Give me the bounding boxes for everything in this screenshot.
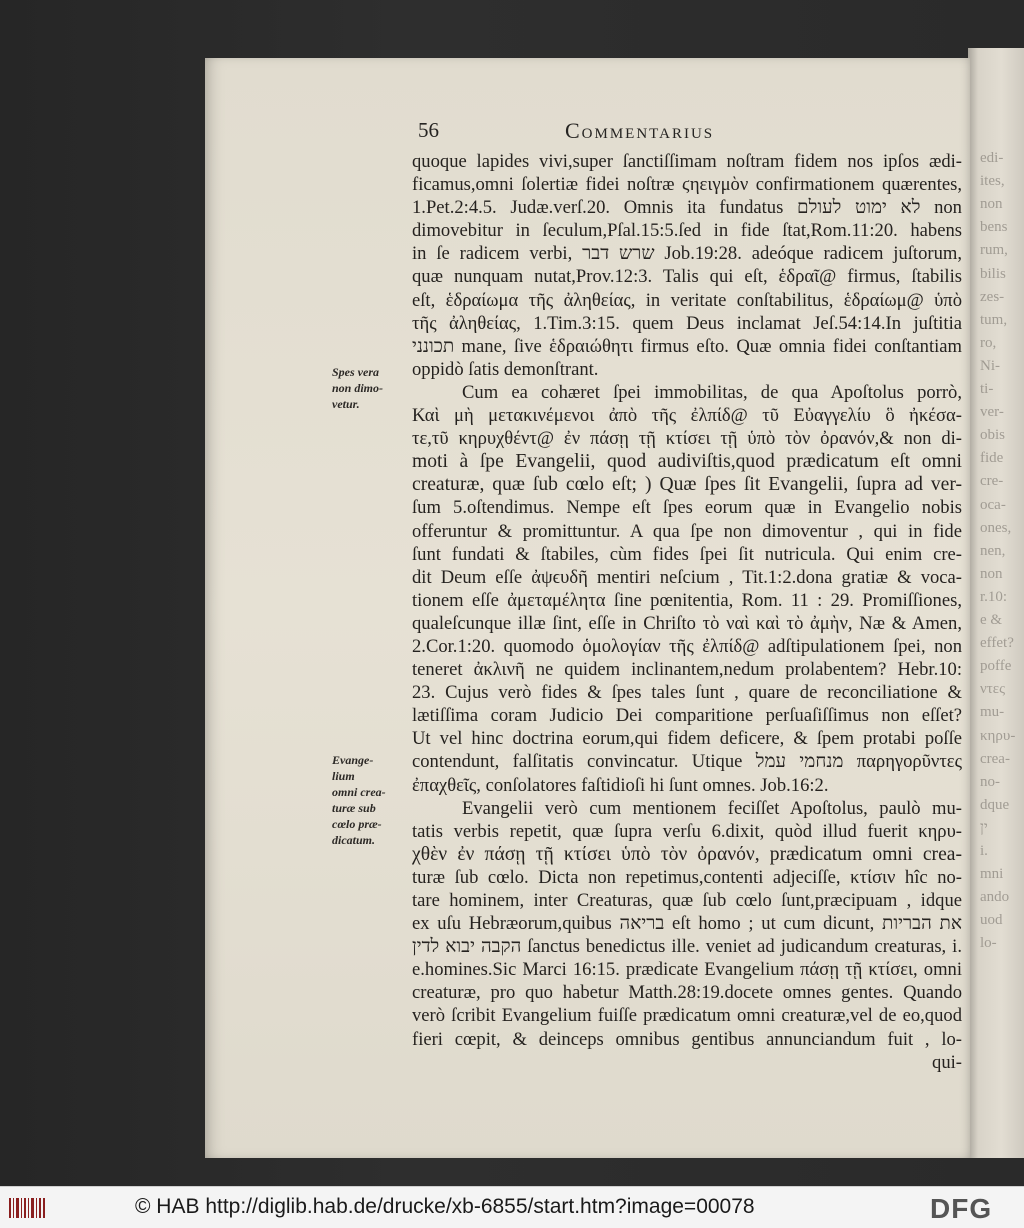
- text-line: creaturæ, quæ ſub cœlo eſt; ) Quæ ſpes ſit Evangelii, ſupra ad ver-: [412, 474, 962, 496]
- neighbor-fragment: ντες: [980, 681, 1006, 698]
- text-line: ficamus,omni ſolertiæ fidei noſtræ ϛηειγμὸν confirmationem quærentes,: [412, 174, 962, 196]
- marginal-note: [332, 752, 402, 848]
- body-text: [412, 150, 962, 1074]
- text-line: תכונני mane, ſive ἑδραιώθητι firmus eſto. Quæ omnia fidei conſtantiam: [412, 335, 962, 357]
- text-line: moti à ſpe Evangelii, quod audiviſtis,quod prædicatum eſt omni: [412, 451, 962, 473]
- neighbor-fragment: bilis: [980, 265, 1006, 282]
- dfg-logo: DFG: [930, 1193, 993, 1224]
- neighbor-fragment: mni: [980, 866, 1004, 883]
- marginal-line: dicatum.: [332, 833, 376, 847]
- text-line: contendunt, falſitatis convincatur. Utique מנחמי עמל παρηγορῦντες: [412, 751, 962, 773]
- text-line: ex uſu Hebræorum,quibus בריאה eſt homo ; ut cum dicunt, את הבריות: [412, 913, 962, 935]
- text-line: 1.Pet.2:4.5. Judæ.verſ.20. Omnis ita fundatus לא ימוט לעולם non: [412, 197, 962, 219]
- neighbor-page-edge: [968, 48, 1024, 1158]
- text-line: tatis verbis repetit, quæ ſupra verſu 6.dixit, quòd illud fuerit κηρυ-: [412, 820, 962, 842]
- neighbor-fragment: lo-: [980, 935, 997, 952]
- running-head: Commentarius: [565, 118, 715, 143]
- marginal-line: cœlo præ-: [332, 817, 382, 831]
- marginal-note: [332, 364, 402, 412]
- neighbor-fragment: e &: [980, 612, 1003, 628]
- text-line: in ſe radicem verbi, שרש דבר Job.19:28. adeóque radicem juſtorum,: [412, 243, 962, 265]
- neighbor-fragment: obis: [980, 427, 1006, 444]
- copyright-url[interactable]: © HAB http://diglib.hab.de/drucke/xb-6855/start.htm?image=00078: [135, 1195, 755, 1218]
- text-line: τε,τῦ κηρυχθέντ@ ἐν πάσῃ τῇ κτίσει τῇ ὑπὸ τὸν ὀρανόν,& non di-: [412, 428, 962, 450]
- neighbor-fragment: cre-: [980, 473, 1004, 490]
- text-line: eſt, ἑδραίωμα τῆς ἀληθείας, in veritate conſtabilitus, ἑδραίωμ@ ὑπὸ: [412, 289, 962, 311]
- neighbor-fragment: ver-: [980, 404, 1004, 421]
- text-line: ſum 5.oſtendimus. Nempe eſt ſpes eorum quæ in Evangelio nobis: [412, 497, 962, 519]
- neighbor-fragment: fide: [980, 450, 1004, 467]
- text-line: הקבה יבוא לדין ſanctus benedictus ille. veniet ad judicandum creaturas, i.: [412, 936, 962, 958]
- neighbor-fragment: rum,: [980, 242, 1008, 259]
- text-line: verò ſcribit Evangelium fuiſſe prædicatum omni creaturæ,vel de eo,quod: [412, 1005, 962, 1027]
- text-line: quæ nunquam nutat,Prov.12:3. Talis qui eſt, ἑδραῖ@ firmus, ſtabilis: [412, 266, 962, 288]
- neighbor-fragment: bens: [980, 219, 1008, 236]
- neighbor-fragment: oca-: [980, 496, 1006, 513]
- text-line: Cum ea cohæret ſpei immobilitas, de qua Apoſtolus porrò,: [462, 381, 962, 403]
- text-line: creaturæ, pro quo habetur Matth.28:19.docete omnes gentes. Quando: [412, 982, 962, 1004]
- neighbor-fragment: ro,: [980, 334, 997, 351]
- neighbor-fragment: nen,: [980, 542, 1006, 559]
- marginal-line: Evange-: [332, 753, 374, 767]
- neighbor-fragment: non: [980, 565, 1003, 582]
- neighbor-fragment: tum,: [980, 311, 1008, 328]
- neighbor-fragment: Ni-: [980, 357, 1000, 374]
- text-line: dit Deum eſſe ἀψϵυδῆ mentiri neſcium , Tit.1:2.dona gratiæ & voca-: [412, 566, 962, 588]
- text-line: 23. Cujus verò fides & ſpes tales ſunt , quare de reconciliatione &: [412, 682, 962, 704]
- book-page: [205, 58, 970, 1158]
- text-line: tionem eſſe ἀμεταμέλητα ſine pœnitentia, Rom. 11 : 29. Promiſſiones,: [412, 589, 962, 611]
- text-line: ſunt fundati & ſtabiles, cùm fides ſpei ſit nutricula. Qui enim cre-: [412, 543, 962, 565]
- text-line: Καὶ μὴ μετακινέμενοι ἀπὸ τῆς ἐλπίδ@ τῦ Εὐαγγελίυ ὃ ἠκέσα-: [412, 405, 962, 427]
- text-line: Ut vel hinc doctrina eorum,qui fidem deficere, & ſpem protabi poſſe: [412, 728, 962, 750]
- text-line: e.homines.Sic Marci 16:15. prædicate Evangelium πάσῃ τῇ κτίσει, omni: [412, 959, 962, 981]
- page-number: 56: [418, 118, 439, 142]
- neighbor-fragment: ones,: [980, 519, 1012, 536]
- neighbor-fragment: mu-: [980, 704, 1005, 721]
- text-line: offeruntur & promittuntur. A qua ſpe non dimoventur , qui in fide: [412, 520, 962, 542]
- neighbor-fragment: zes-: [980, 288, 1005, 305]
- neighbor-fragment: κηρυ-: [980, 727, 1016, 744]
- neighbor-fragment: effet?: [980, 635, 1014, 652]
- neighbor-fragment: dque: [980, 796, 1010, 813]
- text-line: Evangelii verò cum mentionem feciſſet Apoſtolus, paulò mu-: [462, 797, 962, 819]
- neighbor-fragment: i.: [980, 843, 988, 859]
- neighbor-fragment: crea-: [980, 750, 1010, 767]
- text-line: qualeſcunque illæ ſint, eſſe in Chriſto τὸ ναὶ καὶ τὸ ἀμὴν, Næ & Amen,: [412, 612, 962, 634]
- neighbor-fragment: ando: [980, 889, 1010, 906]
- neighbor-fragment: ין: [980, 819, 988, 836]
- neighbor-fragment: uod: [980, 912, 1003, 929]
- text-line: oppidò ſatis demonſtrant.: [412, 358, 599, 380]
- neighbor-fragment: non: [980, 196, 1003, 213]
- marginal-line: Spes vera: [332, 365, 379, 379]
- text-line: teneret ἀκλινῆ ne quidem inclinantem,nedum prolabentem? Hebr.10:: [412, 659, 962, 681]
- text-line: χθὲν ἐν πάσῃ τῇ κτίσει ὑπὸ τὸν ὀρανόν, prædicatum omni crea-: [412, 843, 962, 865]
- marginal-line: lium: [332, 769, 355, 783]
- text-line: dimovebitur in ſeculum,Pſal.15:5.ſed in fide ſtat,Rom.11:20. habens: [412, 220, 962, 242]
- neighbor-fragment: edi-: [980, 150, 1004, 166]
- neighbor-fragment: ites,: [980, 173, 1005, 190]
- marginal-line: non dimo-: [332, 381, 384, 395]
- text-line: turæ ſub cœlo. Dicta non repetimus,contenti adjeciſſe, κτίσιν hîc no-: [412, 866, 962, 888]
- barcode-icon: [8, 1196, 46, 1220]
- text-line: fieri cœpit, & deinceps omnibus gentibus annunciandum fuit , lo-: [412, 1028, 962, 1050]
- marginal-line: turæ sub: [332, 801, 376, 815]
- neighbor-fragment: r.10:: [980, 588, 1008, 605]
- footer-bar: [0, 1186, 1024, 1228]
- neighbor-fragment: no-: [980, 773, 1000, 790]
- neighbor-fragment: ti-: [980, 381, 994, 397]
- text-line: quoque lapides vivi,super ſanctiſſimam noſtram fidem nos ipſos ædi-: [412, 151, 962, 172]
- marginal-line: vetur.: [332, 397, 360, 411]
- text-line: ἐπαχθεῖς, conſolatores faſtidioſi hi ſunt omnes. Job.16:2.: [412, 774, 829, 796]
- text-line: τῆς ἀληθείας, 1.Tim.3:15. quem Deus inclamat Jeſ.54:14.In juſtitia: [412, 312, 962, 334]
- text-line: lætiſſima coram Judicio Dei comparitione perſuaſiſſimus non eſſet?: [412, 705, 962, 727]
- marginal-line: omni crea-: [332, 785, 386, 799]
- text-line: tare hominem, inter Creaturas, quæ ſub cœlo ſunt,præcipuam , idque: [412, 890, 962, 911]
- catchword: qui-: [932, 1051, 962, 1073]
- neighbor-fragment: poffe: [980, 658, 1012, 675]
- text-line: 2.Cor.1:20. quomodo ὁμολογίαν τῆς ἐλπίδ@ adſtipulationem ſpei, non: [412, 635, 962, 657]
